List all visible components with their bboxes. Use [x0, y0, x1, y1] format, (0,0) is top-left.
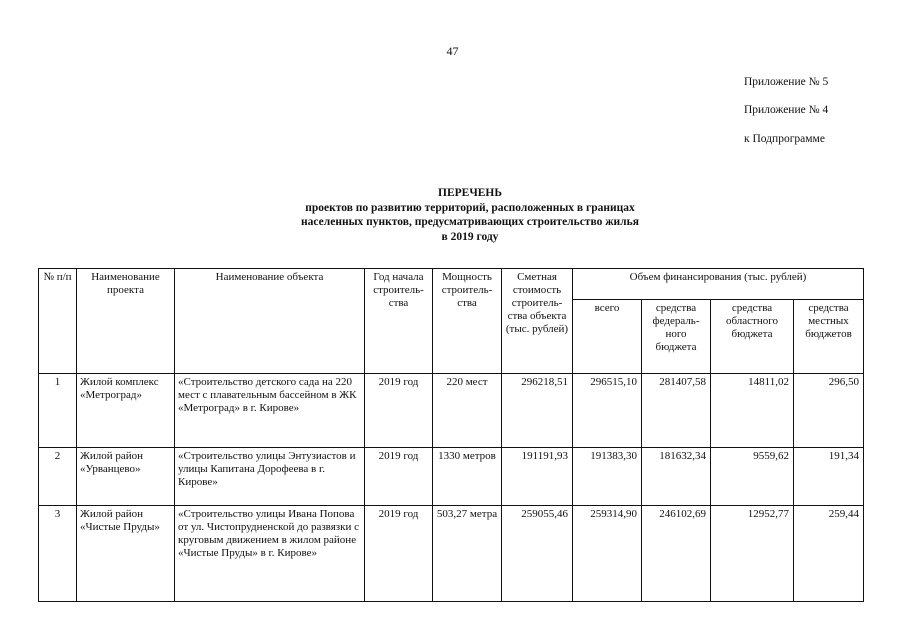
cell-year: 2019 год: [365, 374, 433, 448]
cell-object: «Строительство улицы Энтузиастов и улицы Капитана Дорофеева в г. Кирове»: [175, 448, 365, 506]
table-row: [39, 506, 864, 602]
cell-num: 2: [39, 448, 77, 506]
cell-capacity: 503,27 метра: [433, 506, 502, 602]
cell-regional: 9559,62: [711, 448, 794, 506]
header-object: Наименование объекта: [175, 269, 365, 374]
cell-num: 1: [39, 374, 77, 448]
cell-federal: 246102,69: [642, 506, 711, 602]
header-federal: средства федераль-ного бюджета: [642, 300, 711, 374]
cell-cost: 259055,46: [502, 506, 573, 602]
page-number: 47: [446, 44, 459, 58]
cell-federal: 181632,34: [642, 448, 711, 506]
header-total: всего: [573, 300, 642, 374]
cell-project: Жилой район «Урванцево»: [77, 448, 175, 506]
table-row: [39, 448, 864, 506]
header-funding: Объем финансирования (тыс. рублей): [573, 269, 864, 300]
title-line-1: ПЕРЕЧЕНЬ: [438, 187, 502, 199]
cell-local: 259,44: [794, 506, 864, 602]
cell-capacity: 220 мест: [433, 374, 502, 448]
cell-capacity: 1330 метров: [433, 448, 502, 506]
projects-table: [38, 268, 864, 602]
appendix-line-3: к Подпрограмме: [744, 133, 825, 145]
cell-regional: 12952,77: [711, 506, 794, 602]
cell-cost: 296218,51: [502, 374, 573, 448]
cell-total: 191383,30: [573, 448, 642, 506]
cell-project: Жилой район «Чистые Пруды»: [77, 506, 175, 602]
cell-object: «Строительство детского сада на 220 мест с плавательным бассейном в ЖК «Метроград» в г. Кирове»: [175, 374, 365, 448]
header-project: Наименование проекта: [77, 269, 175, 374]
cell-regional: 14811,02: [711, 374, 794, 448]
title-line-4: в 2019 году: [441, 230, 499, 243]
cell-cost: 191191,93: [502, 448, 573, 506]
cell-object: «Строительство улицы Ивана Попова от ул. Чистопрудненской до развязки с круговым движением в жилом районе «Чистые Пруды» в г. Кирове»: [175, 506, 365, 602]
header-num: № п/п: [39, 269, 77, 374]
header-capacity: Мощность строитель-ства: [433, 269, 502, 374]
cell-federal: 281407,58: [642, 374, 711, 448]
table-row: [39, 374, 864, 448]
header-regional: средства областного бюджета: [711, 300, 794, 374]
title-line-3: населенных пунктов, предусматривающих строительство жилья: [301, 216, 639, 228]
document-title: [200, 186, 740, 244]
appendix-line-2: Приложение № 4: [744, 104, 829, 116]
cell-local: 296,50: [794, 374, 864, 448]
header-year: Год начала строитель-ства: [365, 269, 433, 374]
cell-year: 2019 год: [365, 506, 433, 602]
cell-year: 2019 год: [365, 448, 433, 506]
header-cost: Сметная стоимость строитель-ства объекта (тыс. рублей): [502, 269, 573, 374]
cell-total: 259314,90: [573, 506, 642, 602]
cell-project: Жилой комплекс «Метроград»: [77, 374, 175, 448]
appendix-line-1: Приложение № 5: [744, 76, 829, 88]
cell-total: 296515,10: [573, 374, 642, 448]
title-line-2: проектов по развитию территорий, расположенных в границах: [305, 201, 635, 214]
cell-num: 3: [39, 506, 77, 602]
header-local: средства местных бюджетов: [794, 300, 864, 374]
cell-local: 191,34: [794, 448, 864, 506]
